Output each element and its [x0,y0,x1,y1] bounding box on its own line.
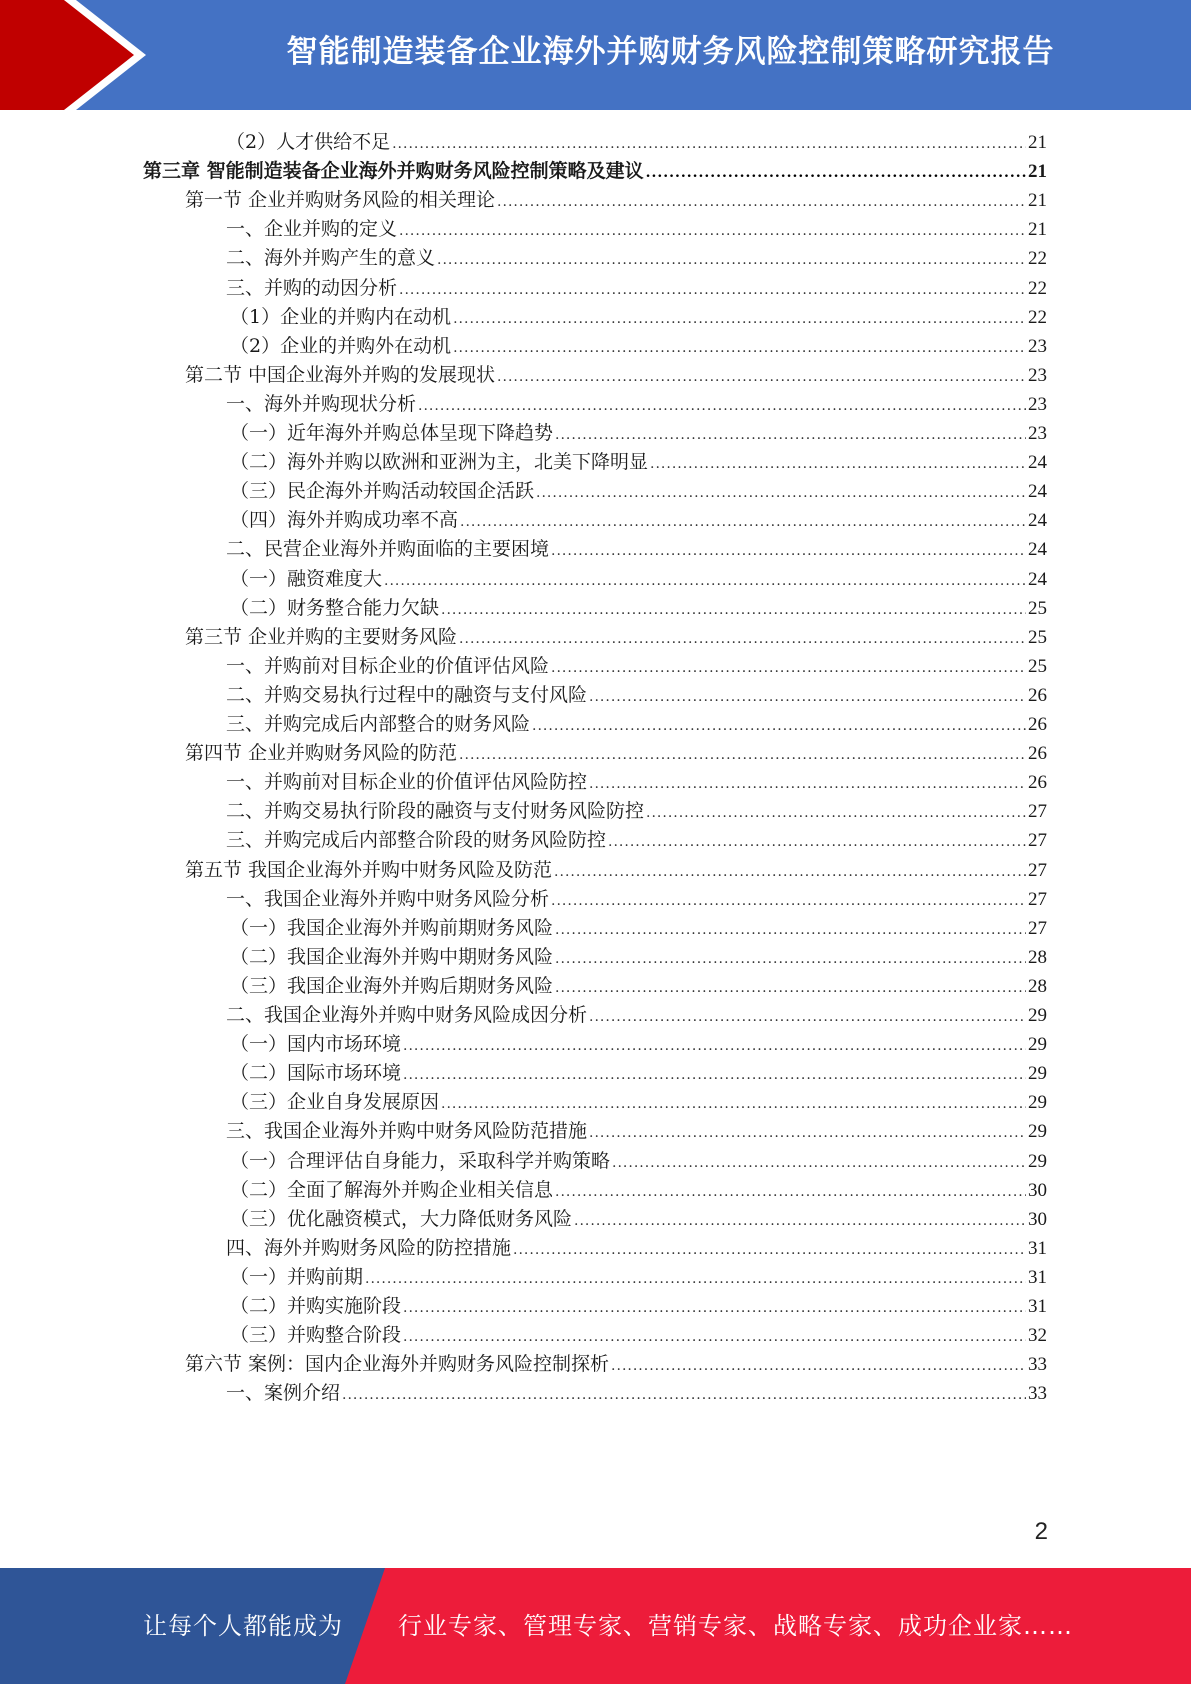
toc-entry-page: 21 [1028,190,1047,212]
toc-entry-page: 26 [1028,714,1047,735]
toc-entry-page: 29 [1028,1092,1047,1114]
toc-entry-page: 24 [1028,568,1047,590]
toc-leader-dots [342,1380,1026,1411]
toc-entry-page: 31 [1028,1266,1047,1288]
toc-entry-page: 27 [1028,859,1047,881]
toc-entry-page: 30 [1028,1208,1047,1230]
toc-entry-title: （一）并购前期 [230,1265,364,1288]
toc-entry[interactable] [226,243,1047,274]
toc-entry[interactable] [230,1291,1047,1322]
toc-entry[interactable] [226,1000,1047,1031]
toc-entry-page: 29 [1028,1034,1047,1056]
toc-entry-title: （三）民企海外并购活动较国企活跃 [230,480,535,503]
toc-entry[interactable] [226,1233,1047,1264]
toc-entry-title: 四、海外并购财务风险的防控措施 [226,1236,512,1259]
toc-entry-page: 27 [1028,830,1047,852]
toc-entry[interactable] [230,1320,1047,1351]
toc-entry-title: 一、海外并购现状分析 [226,392,417,415]
toc-entry-page: 29 [1028,1005,1047,1026]
toc-entry[interactable] [230,331,1047,362]
toc-entry[interactable] [185,1349,1047,1380]
toc-entry[interactable] [230,505,1047,536]
toc-entry[interactable] [226,214,1047,245]
toc-entry-page: 24 [1028,510,1047,532]
footer-slogan-left: 让每个人都能成为 [143,1612,343,1640]
toc-entry-page: 23 [1028,364,1047,386]
toc-entry-title: （三）优化融资模式，大力降低财务风险 [230,1207,573,1230]
toc-entry-title: （二）全面了解海外并购企业相关信息 [230,1178,554,1201]
toc-entry-page: 28 [1028,975,1047,997]
toc-entry-page: 33 [1028,1354,1047,1376]
toc-entry-page: 31 [1028,1296,1047,1317]
toc-entry-title: （二）我国企业海外并购中期财务风险 [230,945,554,968]
toc-entry-page: 24 [1028,481,1047,503]
toc-entry-title: （三）我国企业海外并购后期财务风险 [230,974,554,997]
toc-entry[interactable] [226,1378,1047,1409]
toc-entry-title: 第一节 企业并购财务风险的相关理论 [185,189,496,212]
toc-entry[interactable] [226,1116,1047,1147]
toc-entry-title: 一、我国企业海外并购中财务风险分析 [226,887,550,910]
toc-entry-title: 一、案例介绍 [226,1382,341,1405]
toc-entry[interactable] [230,1029,1047,1060]
toc-entry-title: （三）并购整合阶段 [230,1324,402,1347]
toc-entry[interactable] [226,651,1047,682]
toc-entry[interactable] [185,622,1047,653]
toc-entry[interactable] [185,185,1047,216]
header-red-arrow [0,0,140,110]
toc-entry-title: （三）企业自身发展原因 [230,1091,440,1114]
toc-entry-page: 26 [1028,772,1047,794]
toc-entry-title: 第三章 智能制造装备企业海外并购财务风险控制策略及建议 [143,160,644,183]
toc-entry-page: 25 [1028,597,1047,619]
toc-entry[interactable] [226,389,1047,420]
toc-entry-title: （2）企业的并购外在动机 [230,334,452,357]
page-footer [0,1568,1191,1684]
toc-entry-title: （1）企业的并购内在动机 [230,305,452,328]
toc-entry-title: 一、并购前对目标企业的价值评估风险 [226,654,550,677]
toc-entry[interactable] [230,447,1047,478]
toc-entry-title: （一）合理评估自身能力，采取科学并购策略 [230,1149,611,1172]
toc-entry-page: 21 [1028,132,1047,153]
toc-entry-title: （四）海外并购成功率不高 [230,509,459,532]
toc-entry[interactable] [230,418,1047,449]
toc-entry[interactable] [230,971,1047,1002]
toc-entry-title: 二、并购交易执行过程中的融资与支付风险 [226,683,588,706]
toc-entry[interactable] [230,913,1047,944]
toc-entry-title: （二）并购实施阶段 [230,1295,402,1317]
toc-entry[interactable] [226,127,1047,158]
toc-entry-title: 三、并购完成后内部整合的财务风险 [226,713,531,735]
toc-entry-page: 26 [1028,743,1047,765]
toc-entry[interactable] [230,476,1047,507]
toc-entry-page: 30 [1028,1179,1047,1201]
page-number: 2 [1034,1518,1048,1545]
toc-entry-page: 23 [1028,393,1047,415]
toc-entry-title: 二、民营企业海外并购面临的主要困境 [226,538,550,561]
toc-entry-title: 三、并购完成后内部整合阶段的财务风险防控 [226,829,607,852]
toc-entry-page: 22 [1028,248,1047,270]
toc-entry-title: （二）国际市场环境 [230,1062,402,1085]
toc-entry[interactable] [230,1204,1047,1235]
toc-entry-page: 27 [1028,917,1047,939]
toc-entry[interactable] [230,1058,1047,1089]
toc-entry[interactable] [226,534,1047,565]
toc-entry[interactable] [230,942,1047,973]
toc-entry[interactable] [230,1175,1047,1206]
toc-entry-title: 一、并购前对目标企业的价值评估风险防控 [226,771,588,794]
toc-entry-page: 33 [1028,1383,1047,1405]
footer-slogan-right: 行业专家、管理专家、营销专家、战略专家、成功企业家…… [398,1612,1073,1640]
toc-entry-title: 第三节 企业并购的主要财务风险 [185,625,458,648]
toc-entry-page: 23 [1028,423,1047,444]
toc-entry-page: 24 [1028,452,1047,474]
toc-entry-page: 29 [1028,1063,1047,1085]
toc-entry-page: 25 [1028,655,1047,677]
toc-entry-page: 23 [1028,335,1047,357]
toc-entry-page: 27 [1028,888,1047,910]
toc-entry-page: 29 [1028,1121,1047,1143]
toc-entry[interactable] [230,1262,1047,1293]
toc-entry[interactable] [226,825,1047,856]
toc-entry-title: （一）国内市场环境 [230,1033,402,1056]
toc-entry[interactable] [230,1146,1047,1177]
toc-entry-title: （2）人才供给不足 [226,131,391,153]
toc-entry[interactable] [230,1087,1047,1118]
toc-entry-page: 21 [1028,161,1047,183]
page-header [0,0,1191,110]
toc-entry[interactable] [143,156,1047,187]
toc-entry-page: 21 [1028,219,1047,241]
toc-entry-title: 三、我国企业海外并购中财务风险防范措施 [226,1120,588,1143]
toc-entry-title: （一）融资难度大 [230,567,383,590]
toc-entry-page: 24 [1028,539,1047,561]
toc-entry-page: 26 [1028,684,1047,706]
toc-entry-title: 第四节 企业并购财务风险的防范 [185,742,458,765]
toc-entry[interactable] [226,796,1047,827]
toc-entry-title: 第五节 我国企业海外并购中财务风险及防范 [185,858,553,881]
toc-entry[interactable] [226,767,1047,798]
toc-entry-page: 25 [1028,626,1047,648]
toc-entry[interactable] [226,709,1047,740]
toc-entry-title: 一、企业并购的定义 [226,218,398,241]
toc-entry-page: 28 [1028,946,1047,968]
toc-entry[interactable] [185,360,1047,391]
toc-entry-page: 32 [1028,1325,1047,1347]
toc-entry[interactable] [185,738,1047,769]
toc-entry[interactable] [230,302,1047,333]
toc-entry-title: 三、并购的动因分析 [226,276,398,299]
toc-entry-title: 二、并购交易执行阶段的融资与支付财务风险防控 [226,800,645,823]
toc-entry-page: 22 [1028,277,1047,299]
toc-entry-title: （二）海外并购以欧洲和亚洲为主，北美下降明显 [230,451,649,474]
toc-entry[interactable] [226,273,1047,304]
toc-entry-title: 第六节 案例：国内企业海外并购财务风险控制探析 [185,1353,610,1376]
toc-entry-title: （一）我国企业海外并购前期财务风险 [230,916,554,939]
toc-entry[interactable] [230,564,1047,595]
toc-entry-title: （二）财务整合能力欠缺 [230,596,440,619]
toc-entry-title: 第二节 中国企业海外并购的发展现状 [185,363,496,386]
toc-entry-title: 二、海外并购产生的意义 [226,247,436,270]
toc-entry-page: 31 [1028,1237,1047,1259]
toc-entry[interactable] [230,593,1047,624]
toc-entry[interactable] [226,884,1047,915]
toc-entry-page: 29 [1028,1150,1047,1172]
toc-entry-page: 22 [1028,306,1047,328]
toc-entry[interactable] [226,680,1047,711]
toc-entry-page: 27 [1028,801,1047,823]
report-title: 智能制造装备企业海外并购财务风险控制策略研究报告 [286,34,1055,70]
toc-entry-title: 二、我国企业海外并购中财务风险成因分析 [226,1004,588,1026]
toc-entry-title: （一）近年海外并购总体呈现下降趋势 [230,422,554,444]
toc-entry[interactable] [185,855,1047,886]
